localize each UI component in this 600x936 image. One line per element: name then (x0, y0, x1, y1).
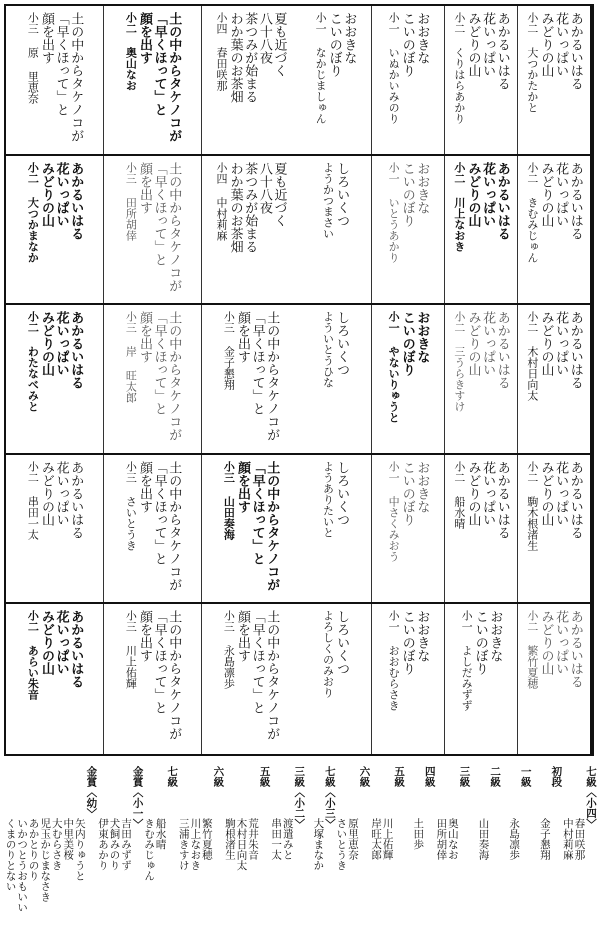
calligraphy-line: 顔を出す (234, 460, 250, 513)
calligraphy-name: 小二 駒木根渚生 (525, 460, 539, 551)
award-recipient: 川上佑輝 (381, 818, 394, 860)
award-column (223, 766, 269, 932)
calligraphy-line: みどりの山 (38, 460, 54, 526)
award-recipient: あかとりのり (27, 818, 40, 881)
calligraphy-name: 小二 串田一太 (26, 460, 40, 540)
award-recipient: 春田咲那 (573, 818, 586, 860)
award-column (435, 766, 470, 932)
calligraphy-line: こいのぼり (399, 311, 415, 377)
calligraphy-line: あかるいはる (494, 161, 510, 240)
award-column (143, 766, 178, 932)
calligraphy-line: 夏も近づく (271, 161, 287, 227)
calligraphy-line: 土の中からタケノコが (68, 12, 84, 142)
award-heading: 七級 (166, 766, 179, 787)
calligraphy-strip (6, 156, 103, 304)
calligraphy-line: 花いっぱい (553, 12, 569, 77)
calligraphy-name: 小三 田所胡倖 (124, 161, 138, 241)
calligraphy-line: あかるいはる (567, 460, 583, 539)
calligraphy-line: あかるいはる (494, 12, 510, 90)
calligraphy-line: みどりの山 (538, 161, 554, 227)
calligraphy-line: 土の中からタケノコが (166, 12, 182, 142)
calligraphy-name: 小一 よしだみずず (460, 610, 474, 712)
calligraphy-line: わか葉のお茶畑 (227, 161, 243, 253)
award-heading: 六級 (212, 766, 225, 787)
calligraphy-strip (371, 455, 444, 603)
award-column (531, 766, 562, 932)
calligraphy-name: 小二 奥山なお (124, 12, 138, 91)
calligraphy-line: 「早くほって」と (151, 12, 167, 116)
calligraphy-line: しろいくつ (334, 460, 350, 526)
award-names (435, 818, 458, 860)
calligraphy-name: 小四 中村莉麻 (214, 161, 228, 241)
calligraphy-line: 「早くほって」と (53, 12, 69, 116)
calligraphy-line: 「早くほって」と (151, 460, 167, 565)
award-column (96, 766, 142, 932)
calligraphy-name: 小三 原 里恵奈 (26, 12, 40, 104)
calligraphy-line: 茶つみが始まる (242, 12, 258, 103)
calligraphy-line: 花いっぱい (53, 460, 69, 526)
award-names (538, 818, 550, 860)
calligraphy-line: 「早くほって」と (151, 161, 167, 266)
award-recipient: 大塚まなか (312, 818, 325, 871)
calligraphy-line: 花いっぱい (53, 610, 69, 676)
award-names (477, 818, 489, 860)
award-names (412, 818, 424, 850)
calligraphy-line: 顔を出す (136, 610, 152, 663)
calligraphy-strip (299, 604, 371, 754)
calligraphy-block (6, 156, 299, 306)
calligraphy-line: 花いっぱい (480, 161, 496, 227)
calligraphy-line: 花いっぱい (480, 460, 496, 526)
calligraphy-strip (299, 455, 371, 603)
award-heading: 三級 (458, 766, 471, 787)
award-recipient: 大むらさき (50, 818, 63, 871)
award-heading: 一級 (519, 766, 532, 787)
calligraphy-line: 顔を出す (38, 12, 54, 64)
calligraphy-line: おおきな (414, 460, 430, 513)
award-recipient: 奥山なお (446, 818, 459, 860)
calligraphy-line: おおきな (414, 311, 430, 364)
calligraphy-strip (444, 305, 517, 453)
calligraphy-strip (6, 6, 103, 154)
calligraphy-name: 小二 川上なおき (452, 161, 466, 252)
calligraphy-line: 花いっぱい (480, 12, 496, 77)
calligraphy-strip (371, 6, 444, 154)
award-names (96, 818, 131, 871)
calligraphy-strip (201, 455, 299, 603)
calligraphy-name: ようありたいと (321, 460, 335, 538)
calligraphy-line: 八十八夜 (256, 161, 272, 214)
calligraphy-strip (103, 156, 201, 304)
calligraphy-strip (103, 305, 201, 453)
calligraphy-name: ようかつまさい (321, 161, 335, 239)
award-recipient: 川上なおき (189, 818, 202, 871)
award-column (270, 766, 305, 932)
calligraphy-block (299, 305, 592, 455)
award-recipient: 中村莉麻 (561, 818, 574, 860)
calligraphy-line: 花いっぱい (553, 311, 569, 377)
award-recipient: 矢内りゅうと (73, 818, 86, 881)
calligraphy-line: 顔を出す (136, 460, 152, 513)
calligraphy-name: 小一 やないりゅうと (387, 311, 401, 424)
calligraphy-line: 土の中からタケノコが (264, 610, 280, 741)
calligraphy-line: あかるいはる (68, 460, 84, 539)
calligraphy-strip (103, 604, 201, 754)
calligraphy-name: 小三 川上佑輝 (124, 610, 138, 690)
calligraphy-line: 土の中からタケノコが (166, 610, 182, 741)
award-heading: 二級 (489, 766, 502, 787)
award-recipient: 児玉かじまなさき (39, 818, 52, 902)
calligraphy-name: よろしくのみおり (321, 610, 335, 699)
calligraphy-name: 小二 木村日向太 (525, 311, 539, 402)
calligraphy-strip (517, 156, 590, 304)
calligraphy-line: 顔を出す (234, 610, 250, 663)
calligraphy-line: みどりの山 (465, 311, 481, 377)
calligraphy-line: 花いっぱい (553, 161, 569, 227)
calligraphy-line: みどりの山 (465, 460, 481, 526)
calligraphy-line: あかるいはる (567, 311, 583, 390)
calligraphy-strip (444, 156, 517, 304)
calligraphy-strip (517, 455, 590, 603)
calligraphy-strip (299, 6, 371, 154)
calligraphy-block (299, 156, 592, 306)
award-names (270, 818, 293, 860)
calligraphy-strip (444, 604, 517, 754)
calligraphy-name: 小二 三うらきすけ (452, 311, 466, 413)
award-heading: 三級〈小二〉 (293, 766, 306, 829)
award-recipient: 荒井朱音 (247, 818, 260, 860)
calligraphy-line: 顔を出す (136, 12, 152, 64)
award-names (561, 818, 584, 860)
award-heading: 金賞〈小一〉 (131, 766, 144, 829)
calligraphy-line: 花いっぱい (53, 311, 69, 377)
calligraphy-name: 小二 大つかまなか (26, 161, 40, 263)
award-recipient: 中里美桜 (62, 818, 75, 860)
calligraphy-line: みどりの山 (538, 311, 554, 377)
calligraphy-line: 土の中からタケノコが (264, 460, 280, 591)
calligraphy-line: あかるいはる (494, 460, 510, 539)
award-recipient: 永島凛歩 (508, 818, 521, 860)
calligraphy-block (299, 604, 592, 754)
calligraphy-strip (517, 604, 590, 754)
award-recipient: さいとうき (335, 818, 348, 871)
award-names (223, 818, 258, 871)
calligraphy-block (299, 6, 592, 156)
calligraphy-line: 「早くほって」と (151, 311, 167, 416)
award-recipient: 土田歩 (412, 818, 425, 850)
calligraphy-strip (371, 305, 444, 453)
calligraphy-name: 小三 岸 旺太郎 (124, 311, 138, 404)
calligraphy-line: しろいくつ (334, 610, 350, 676)
calligraphy-strip (299, 156, 371, 304)
calligraphy-line: 花いっぱい (553, 460, 569, 526)
calligraphy-line: あかるいはる (68, 610, 84, 689)
award-recipient: 駒根渚生 (223, 818, 236, 860)
award-names (370, 818, 393, 860)
calligraphy-name: 小二 あらい朱音 (26, 610, 40, 701)
award-recipient: 串田一太 (270, 818, 283, 860)
award-recipient: 木村日向太 (235, 818, 248, 871)
calligraphy-name: 小三 永島凛歩 (222, 610, 236, 690)
calligraphy-line: おおきな (487, 610, 503, 663)
calligraphy-line: こいのぼり (399, 12, 415, 77)
award-names (177, 818, 212, 871)
calligraphy-name: 小三 さいとうき (124, 460, 138, 551)
calligraphy-block (6, 455, 299, 605)
calligraphy-line: 「早くほって」と (249, 610, 265, 715)
calligraphy-line: みどりの山 (538, 12, 554, 77)
calligraphy-block (6, 604, 299, 754)
calligraphy-line: あかるいはる (494, 311, 510, 390)
award-heading: 金賞〈幼〉 (85, 766, 98, 819)
calligraphy-grid (4, 4, 594, 756)
calligraphy-line: みどりの山 (38, 610, 54, 676)
award-names (508, 818, 520, 860)
calligraphy-line: こいのぼり (399, 460, 415, 526)
calligraphy-line: おおきな (414, 161, 430, 214)
calligraphy-line: 「早くほって」と (249, 460, 265, 565)
award-recipient: 山田奏海 (477, 818, 490, 860)
award-recipient: 渡遣みと (281, 818, 294, 860)
calligraphy-line: こいのぼり (472, 610, 488, 676)
calligraphy-line: 顔を出す (234, 311, 250, 364)
award-column (500, 766, 531, 932)
award-heading: 五級 (258, 766, 271, 787)
award-recipient: 船水晴 (154, 818, 167, 850)
calligraphy-line: わか葉のお茶畑 (227, 12, 243, 103)
award-list (4, 766, 596, 932)
award-column (335, 766, 370, 932)
calligraphy-strip (103, 6, 201, 154)
award-heading: 五級 (393, 766, 406, 787)
calligraphy-line: こいのぼり (399, 610, 415, 676)
calligraphy-name: 小一 いとうあかり (387, 161, 401, 263)
calligraphy-strip (6, 305, 103, 453)
calligraphy-line: 土の中からタケノコが (166, 460, 182, 591)
award-recipient: いかつとうおもいい (16, 818, 29, 913)
calligraphy-name: 小二 きむみじゅん (525, 161, 539, 263)
calligraphy-line: しろいくつ (334, 161, 350, 227)
calligraphy-name: 小三 山田奏海 (222, 460, 236, 540)
award-recipient: 吉田みずず (120, 818, 133, 871)
award-recipient: 犬飼みのり (108, 818, 121, 871)
calligraphy-name: 小二 わたなべみと (26, 311, 40, 413)
calligraphy-name: 小一 いぬかいみのり (387, 12, 401, 124)
calligraphy-line: おおきな (341, 12, 357, 64)
calligraphy-line: こいのぼり (399, 161, 415, 227)
award-recipient: くまのりとない (4, 818, 17, 892)
award-names (143, 818, 166, 881)
calligraphy-line: 花いっぱい (53, 161, 69, 227)
calligraphy-strip (201, 6, 299, 154)
calligraphy-strip (517, 305, 590, 453)
calligraphy-line: 顔を出す (136, 161, 152, 214)
award-column (561, 766, 596, 932)
calligraphy-strip (371, 156, 444, 304)
calligraphy-name: 小四 春田咲那 (214, 12, 228, 91)
award-recipient: きむみじゅん (143, 818, 156, 881)
calligraphy-strip (201, 604, 299, 754)
calligraphy-strip (444, 6, 517, 154)
calligraphy-line: みどりの山 (538, 610, 554, 676)
calligraphy-name: 小二 くりはらあかり (452, 12, 466, 124)
award-recipient: 伊東あかり (96, 818, 109, 871)
calligraphy-block (6, 6, 299, 156)
award-column (469, 766, 500, 932)
calligraphy-line: おおきな (414, 12, 430, 64)
award-recipient: 原里恵奈 (346, 818, 359, 860)
calligraphy-line: おおきな (414, 610, 430, 663)
calligraphy-line: あかるいはる (567, 161, 583, 240)
award-column (4, 766, 96, 932)
calligraphy-line: みどりの山 (38, 161, 54, 227)
calligraphy-line: あかるいはる (68, 161, 84, 240)
calligraphy-block (6, 305, 299, 455)
calligraphy-line: あかるいはる (68, 311, 84, 390)
calligraphy-name: 小一 おおむらさき (387, 610, 401, 712)
award-heading: 初段 (550, 766, 563, 787)
calligraphy-line: みどりの山 (38, 311, 54, 377)
award-names (312, 818, 324, 871)
calligraphy-line: 茶つみが始まる (242, 161, 258, 253)
calligraphy-name: 小二 大つかたかと (525, 12, 539, 113)
calligraphy-line: みどりの山 (538, 460, 554, 526)
calligraphy-name: 小三 金子懇翔 (222, 311, 236, 391)
calligraphy-strip (444, 455, 517, 603)
award-column (304, 766, 335, 932)
calligraphy-line: 「早くほって」と (151, 610, 167, 715)
calligraphy-name: 小二 船水晴 (452, 460, 466, 529)
calligraphy-strip (6, 604, 103, 754)
award-column (370, 766, 405, 932)
calligraphy-strip (201, 305, 299, 453)
calligraphy-line: 夏も近づく (271, 12, 287, 77)
calligraphy-line: 八十八夜 (256, 12, 272, 64)
calligraphy-strip (103, 455, 201, 603)
calligraphy-line: 花いっぱい (553, 610, 569, 676)
calligraphy-block (299, 455, 592, 605)
calligraphy-line: こいのぼり (326, 12, 342, 77)
award-names (335, 818, 358, 871)
calligraphy-line: 土の中からタケノコが (166, 161, 182, 292)
calligraphy-line: 花いっぱい (480, 311, 496, 377)
calligraphy-line: 顔を出す (136, 311, 152, 364)
award-heading: 七級〈小三〉 (323, 766, 336, 829)
calligraphy-line: 土の中からタケノコが (166, 311, 182, 442)
award-recipient: 田所胡倖 (435, 818, 448, 860)
award-recipient: 繁竹夏穂 (200, 818, 213, 860)
award-recipient: 金子懇翔 (538, 818, 551, 860)
award-column (404, 766, 435, 932)
award-heading: 七級〈小四〉 (585, 766, 597, 829)
calligraphy-strip (517, 6, 590, 154)
calligraphy-name: 小一 中さくみおう (387, 460, 401, 562)
calligraphy-line: 土の中からタケノコが (264, 311, 280, 442)
calligraphy-strip (299, 305, 371, 453)
calligraphy-line: みどりの山 (465, 12, 481, 77)
calligraphy-name: 小二 繁竹夏穂 (525, 610, 539, 690)
calligraphy-line: 「早くほって」と (249, 311, 265, 416)
calligraphy-line: あかるいはる (567, 12, 583, 90)
award-names (4, 818, 85, 913)
calligraphy-strip (371, 604, 444, 754)
calligraphy-name: よういとうひな (321, 311, 335, 389)
award-recipient: 岸旺太郎 (370, 818, 383, 860)
award-column (177, 766, 223, 932)
calligraphy-strip (201, 156, 299, 304)
award-heading: 四級 (423, 766, 436, 787)
calligraphy-name: 小一 なかじましゅん (314, 12, 328, 124)
calligraphy-line: あかるいはる (567, 610, 583, 689)
calligraphy-line: みどりの山 (465, 161, 481, 227)
calligraphy-line: しろいくつ (334, 311, 350, 377)
award-heading: 六級 (358, 766, 371, 787)
calligraphy-strip (6, 455, 103, 603)
award-recipient: 三浦きすけ (177, 818, 190, 871)
